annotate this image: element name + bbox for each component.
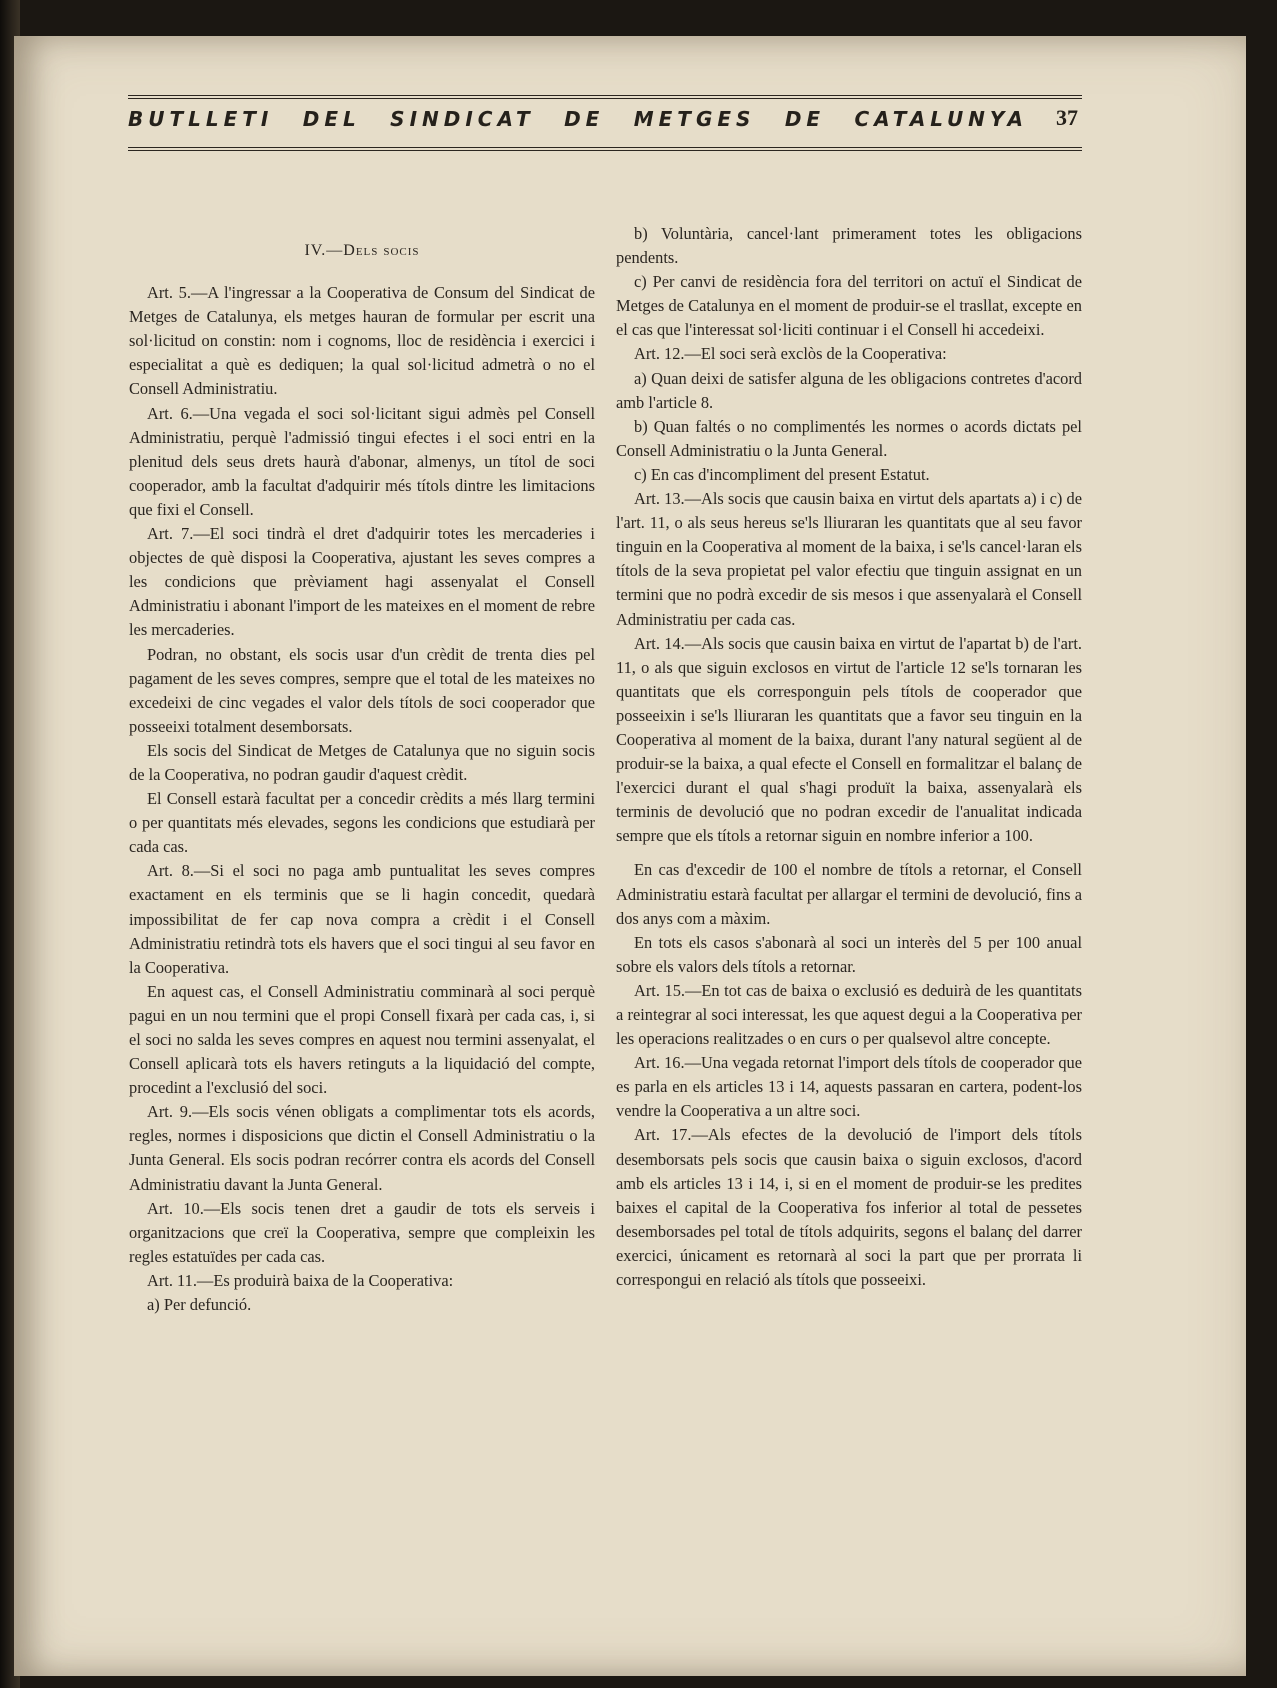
paragraph: Els socis del Sindicat de Metges de Catalunya que no siguin socis de la Cooperativa, no podran gaudir d'aquest crèdit.: [129, 740, 595, 784]
header-word: BUTLLETI: [128, 107, 274, 131]
header-word: SINDICAT: [390, 107, 535, 131]
paragraph: a) Quan deixi de satisfer alguna de les obligacions contretes d'acord amb l'article 8.: [616, 368, 1082, 412]
header-word: METGES: [633, 107, 756, 131]
header-word: DEL: [302, 107, 361, 131]
paragraph: El Consell estarà facultat per a concedir crèdits a més llarg termini o per quantitats més elevades, segons les condicions que estudiarà per cada cas.: [129, 789, 595, 857]
paragraph: En tots els casos s'abonarà al soci un interès del 5 per 100 anual sobre els valors dels títols a retornar.: [616, 932, 1082, 976]
paragraph: Art. 10.—Els socis tenen dret a gaudir de tots els serveis i organitzacions que creï la Cooperativa, sempre que compleixin les regles estatuïdes per cada cas.: [129, 1198, 595, 1266]
paragraph: En cas d'excedir de 100 el nombre de títols a retornar, el Consell Administratiu estarà facultat per allargar el termini de devolució, fins a dos anys com a màxim.: [616, 860, 1082, 928]
header-word: CATALUNYA: [854, 107, 1028, 131]
paragraph: Art. 17.—Als efectes de la devolució de l'import dels títols desemborsats pels socis que causin baixa o siguin exclosos, d'acord amb els articles 13 i 14, i, si en el moment de produir-se les predites baixes el capital de la Cooperativa fos inferior al total de pessetes desemborsades pel total de títols adquirits, segons el balanç del darrer exercici, únicament es retornarà al soci la part que per prorrata li correspongui en relació als títols que posseeixi.: [616, 1125, 1082, 1290]
paragraph: Art. 11.—Es produirà baixa de la Cooperativa:: [147, 1270, 454, 1290]
paragraph: Art. 15.—En tot cas de baixa o exclusió es deduirà de les quantitats a reintegrar al soci interessat, les que aquest degui a la Cooperativa per les operacions realitzades o en curs o per qualsevol altre concepte.: [616, 980, 1082, 1049]
paragraph: Art. 5.—A l'ingressar a la Cooperativa de Consum del Sindicat de Metges de Catalunya, els metges hauran de formular per escrit una sol·licitud on constin: nom i cognoms, lloc de residència i exercici i especialitat a què es dediquen; la qual sol·licitud admetrà o no el Consell Administratiu.: [129, 283, 595, 399]
journal-title: [128, 107, 1028, 131]
paragraph: En aquest cas, el Consell Administratiu comminarà al soci perquè pagui en un nou termini que el propi Consell fixarà per cada cas, i, si el soci no salda les seves compres en aquest nou termini assenyalat, el Consell aplicarà tots els havers retinguts a la liquidació del compte, procedint a l'exclusió del soci.: [129, 981, 595, 1098]
section-heading: IV.—Dels socis: [304, 242, 420, 259]
paragraph: a) Per defunció.: [147, 1295, 252, 1315]
paragraph: Art. 8.—Si el soci no paga amb puntualitat les seves compres exactament en els terminis que se li hagin concedit, quedarà impossibilitat de fer cap nova compra a crèdit i el Consell Administratiu retindrà tots els havers que el soci tingui al seu favor en la Cooperativa.: [129, 861, 595, 977]
paragraph: Art. 14.—Als socis que causin baixa en virtut de l'apartat b) de l'art. 11, o als que siguin exclosos en virtut de l'article 12 se'ls tornaran les quantitats que els corresponguin pels títols de cooperador que posseeixin i se'ls lliuraran les quantitats que a favor seu tinguin en la Cooperativa al moment de la baixa, durant l'any natural següent al de produir-se la baixa, a qual efecte el Consell en formalitzar el balanç de l'exercici durant el qual s'hagi produït la baixa, assenyalarà els terminis de devolució que no podran excedir de l'anualitat indicada sempre que els títols a retornar siguin en nombre inferior a 100.: [616, 633, 1082, 846]
paragraph: c) Per canvi de residència fora del territori on actuï el Sindicat de Metges de Catalunya en el moment de produir-se el trasllat, excepte en el cas que l'interessat sol·liciti continuar i el Consell hi accedeixi.: [616, 272, 1082, 340]
page-number: 37: [1056, 105, 1078, 130]
paragraph: Podran, no obstant, els socis usar d'un crèdit de trenta dies pel pagament de les seves compres, sempre que el total de les mateixes no excedeixi de cinc vegades el valor dels títols de soci cooperador que posseeixi totalment desemborsats.: [129, 644, 595, 736]
left-column: [129, 225, 595, 1317]
paragraph: Art. 6.—Una vegada el soci sol·licitant sigui admès pel Consell Administratiu, perquè l'admissió tingui efectes i el soci entri en la plenitud dels seus drets haurà d'abonar, almenys, un títol de soci cooperador, amb la facultat d'adquirir més títols dintre les limitacions que fixi el Consell.: [129, 403, 595, 519]
paragraph: c) En cas d'incompliment del present Estatut.: [634, 464, 930, 484]
header-word: DE: [784, 107, 826, 131]
paragraph: b) Quan faltés o no complimentés les normes o acords dictats pel Consell Administratiu o la Junta General.: [616, 416, 1082, 460]
paragraph: Art. 12.—El soci serà exclòs de la Cooperativa:: [634, 344, 947, 364]
paragraph: Art. 9.—Els socis vénen obligats a complimentar tots els acords, regles, normes i disposicions que dictin el Consell Administratiu o la Junta General. Els socis podran recórrer contra els acords del Consell Administratiu davant la Junta General.: [129, 1102, 595, 1194]
right-column: [616, 222, 1082, 1292]
running-header: [128, 95, 1082, 151]
paragraph: Art. 7.—El soci tindrà el dret d'adquirir totes les mercaderies i objectes de què disposi la Cooperativa, ajustant les seves compres a les condicions que prèviament hagi assenyalat el Consell Administratiu i abonant l'import de les mateixes en el moment de rebre les mercaderies.: [129, 524, 595, 640]
paragraph: Art. 13.—Als socis que causin baixa en virtut dels apartats a) i c) de l'art. 11, o als seus hereus se'ls lliuraran les quantitats que al seu favor tinguin en la Cooperativa al moment de la baixa, i se'ls cancel·laran els títols de la seva propietat pel valor efectiu que tinguin assignat en un termini que no podrà excedir de sis mesos i que assenyalarà el Consell Administratiu per cada cas.: [616, 489, 1082, 629]
paragraph: b) Voluntària, cancel·lant primerament totes les obligacions pendents.: [616, 224, 1082, 268]
paragraph: Art. 16.—Una vegada retornat l'import dels títols de cooperador que es parla en els articles 13 i 14, aquests passaran en cartera, podent-los vendre la Cooperativa a un altre soci.: [616, 1053, 1082, 1121]
header-word: DE: [564, 107, 605, 131]
